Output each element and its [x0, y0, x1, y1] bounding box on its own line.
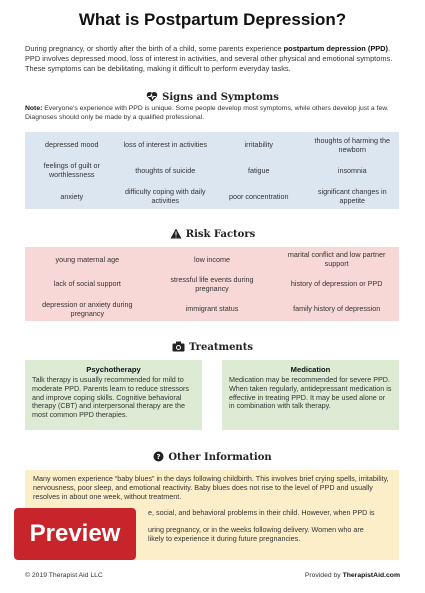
- risk-item: low income: [194, 254, 230, 264]
- symptom-item: anxiety: [60, 191, 84, 201]
- risk-item: stressful life events during pregnancy: [170, 274, 254, 293]
- signs-note: [25, 104, 405, 122]
- signs-heading: [0, 91, 425, 105]
- risk-item: depression or anxiety during pregnancy: [42, 299, 133, 318]
- intro-text-2: . PPD involves depressed mood, loss of interest in activities, and several other physical and emotional symptoms. These symptoms can be debilitating, making it difficult to perform everyday tasks.: [25, 44, 393, 73]
- signs-heading-text: Signs and Symptoms: [162, 92, 279, 103]
- psychotherapy-text: Talk therapy is usually recommended for mild to moderate PPD. Parents learn to reduce stressors and improve coping skills. Cognitive behavioral therapy (CBT) and interpersonal therapy are the most common PPD therapies.: [32, 375, 189, 420]
- footer-site-link[interactable]: TherapistAid.com: [342, 572, 400, 579]
- symptom-item: fatigue: [247, 165, 270, 175]
- medication-box: [222, 360, 399, 430]
- footer-provided-prefix: Provided by: [304, 572, 343, 579]
- risk-grid: [25, 247, 399, 321]
- symptom-item: feelings of guilt or worthlessness: [43, 161, 100, 180]
- intro-bold-term: postpartum depression (PPD): [283, 44, 388, 53]
- other-heading-text: Other Information: [168, 452, 272, 463]
- footer-copyright: © 2019 Therapist Aid LLC: [25, 572, 103, 579]
- risk-item: immigrant status: [185, 304, 239, 314]
- symptom-item: depressed mood: [44, 140, 99, 150]
- other-paragraph-1: Many women experience “baby blues” in the days following childbirth. This involves brief crying spells, irritability, nervousness, poor sleep, and emotional reactivity. Baby blues does not rise to the level of PPD and usually resolves in about one week, without treatment.: [33, 474, 389, 501]
- treatments-heading: [0, 341, 425, 355]
- page-title: What is Postpartum Depression?: [78, 10, 347, 29]
- signs-grid: [25, 132, 399, 209]
- heartbeat-icon: [146, 91, 158, 105]
- symptom-item: irritability: [244, 140, 273, 150]
- risk-item: lack of social support: [53, 279, 121, 289]
- symptom-item: significant changes in appetite: [317, 187, 387, 206]
- other-paragraph-3a: uring pregnancy, or in the weeks following delivery. Women who are: [148, 525, 364, 535]
- footer-provided-by: [305, 572, 400, 579]
- psychotherapy-title: Psychotherapy: [86, 365, 141, 374]
- psychotherapy-box: [25, 360, 202, 430]
- risk-item: marital conflict and low partner support: [287, 250, 386, 269]
- risk-item: history of depression or PPD: [290, 279, 383, 289]
- other-heading: [0, 451, 425, 465]
- camera-icon: [172, 341, 185, 355]
- symptom-item: thoughts of harming the newborn: [314, 135, 391, 154]
- preview-badge: Preview: [14, 508, 136, 560]
- other-paragraph-2: e, social, and behavioral problems in their child. However, when PPD is: [148, 508, 375, 518]
- risk-item: family history of depression: [293, 304, 381, 314]
- symptom-item: difficulty coping with daily activities: [124, 187, 206, 206]
- medication-text: Medication may be recommended for severe PPD. When taken regularly, antidepressant medication is effective in treating PPD. It may be used alone or in combination with talk therapy.: [229, 375, 392, 411]
- risk-heading-text: Risk Factors: [185, 229, 256, 240]
- note-label: Note:: [25, 105, 43, 112]
- intro-text-1: During pregnancy, or shortly after the birth of a child, some parents experience: [25, 44, 284, 53]
- question-icon: [153, 451, 164, 465]
- medication-title: Medication: [290, 365, 331, 374]
- symptom-item: insomnia: [337, 165, 367, 175]
- symptom-item: poor concentration: [228, 191, 289, 201]
- note-text: Everyone’s experience with PPD is unique. Some people develop most symptoms, while others develop just a few. Diagnoses should only be made by a qualified professional.: [25, 105, 389, 121]
- treatments-heading-text: Treatments: [189, 342, 253, 353]
- symptom-item: thoughts of suicide: [135, 165, 196, 175]
- risk-heading: [0, 228, 425, 242]
- intro-paragraph: [25, 44, 405, 74]
- risk-item: young maternal age: [55, 254, 120, 264]
- svg-text:?: ?: [156, 453, 161, 461]
- warning-icon: [170, 228, 182, 242]
- other-paragraph-3b: likely to experience it during future pregnancies.: [148, 533, 301, 543]
- symptom-item: loss of interest in activities: [123, 140, 207, 150]
